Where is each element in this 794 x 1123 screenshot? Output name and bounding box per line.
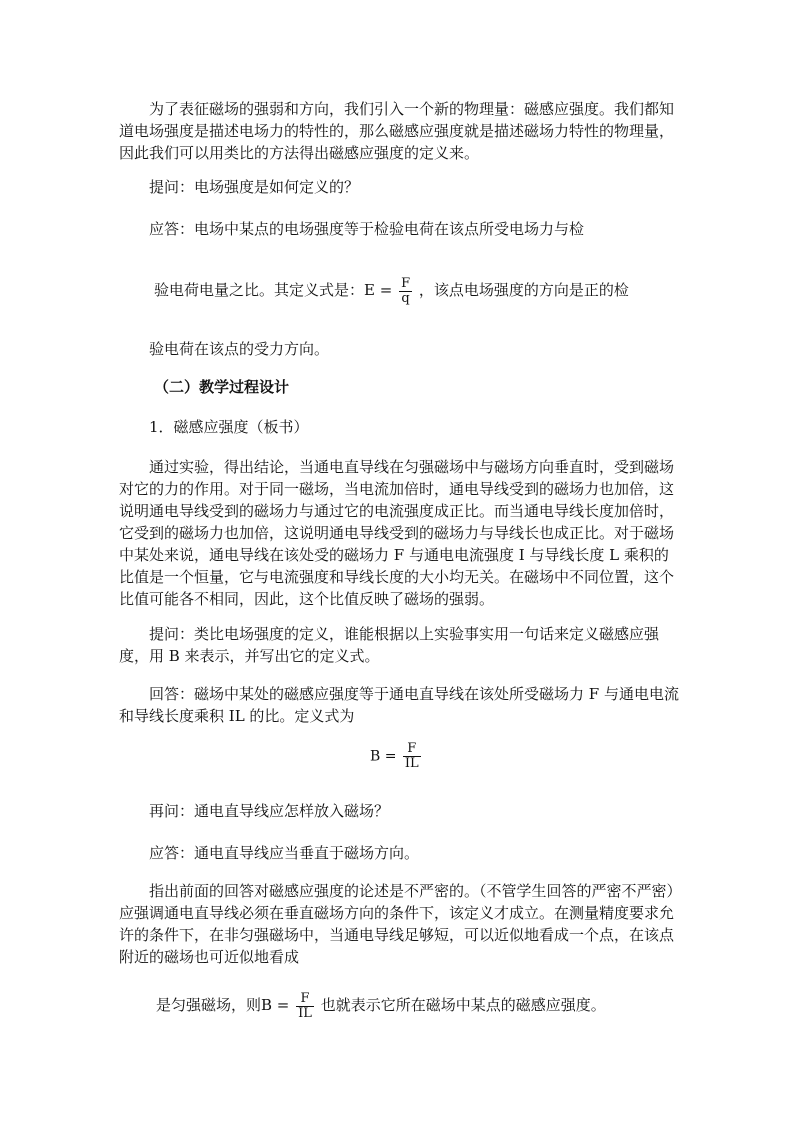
answer-1-line-1: 应答：电场中某点的电场强度等于检验电荷在该点所受电场力与检: [149, 220, 585, 238]
equation-denominator: IL: [404, 756, 419, 771]
closing-numerator: F: [300, 990, 310, 1006]
question-1: 提问：电场强度是如何定义的？: [149, 178, 360, 196]
closing-line: [156, 987, 718, 1023]
answer-1-line-2: [154, 272, 716, 308]
section-heading: （二）教学过程设计: [154, 378, 290, 396]
question-3: 再问：通电直导线应怎样放入磁场？: [149, 802, 390, 820]
answer-1-text-pre: 验电荷电量之比。其定义式是：E =: [154, 281, 393, 299]
fraction-denominator: q: [399, 291, 412, 306]
answer-2: 回答：磁场中某处的磁感应强度等于通电直导线在该处所受磁场力 F 与通电电流和导线长度乘积 IL 的比。定义式为: [119, 685, 679, 725]
fraction-numerator: F: [401, 275, 411, 291]
closing-fraction: [296, 992, 314, 1021]
subheading: 1．磁感应强度（板书）: [149, 418, 309, 436]
question-2: 提问：类比电场强度的定义，谁能根据以上实验事实用一句话来定义磁感应强度，用 B 来表示，并写出它的定义式。: [119, 625, 660, 665]
answer-1-text-post: ，该点电场强度的方向是正的检: [418, 281, 629, 299]
field-strength-fraction: [399, 277, 412, 306]
answer-1-line-3: 验电荷在该点的受力方向。: [149, 340, 330, 358]
closing-text-post: 也就表示它所在磁场中某点的磁感应强度。: [320, 996, 606, 1014]
clarification-paragraph: 指出前面的回答对磁感应强度的论述是不严密的。（不管学生回答的严密不严密）应强调通电直导线必须在垂直磁场方向的条件下，该定义才成立。在测量精度要求允许的条件下，在非匀强磁场中，当通电导线足够短，可以近似地看成一个点，在该点附近的磁场也可近似地看成: [119, 882, 675, 966]
equation-numerator: F: [407, 741, 417, 756]
intro-paragraph: 为了表征磁场的强弱和方向，我们引入一个新的物理量：磁感应强度。我们都知道电场强度是描述电场力的特性的，那么磁感应强度就是描述磁场力特性的物理量，因此我们可以用类比的方法得出磁感应强度的定义来。: [119, 100, 675, 162]
experiment-paragraph: 通过实验，得出结论，当通电直导线在匀强磁场中与磁场方向垂直时，受到磁场对它的力的作用。对于同一磁场，当电流加倍时，通电导线受到的磁场力也加倍，这说明通电导线受到的磁场力与通过它的电流强度成正比。而当通电导线长度加倍时，它受到的磁场力也加倍，这说明通电导线受到的磁场力与导线长也成正比。对于磁场中某处来说，通电导线在该处受的磁场力 F 与通电电流强度 I 与导线长度 L 乘积的比值是一个恒量，它与电流强度和导线长度的大小均无关。在磁场中不同位置，这个比值可能各不相同，因此，这个比值反映了磁场的强弱。: [119, 458, 675, 608]
definition-equation: [370, 742, 423, 771]
answer-3: 应答：通电直导线应当垂直于磁场方向。: [149, 844, 420, 862]
closing-text-pre: 是匀强磁场，则B =: [156, 996, 290, 1014]
equation-lhs: B =: [370, 748, 397, 765]
closing-denominator: IL: [298, 1005, 312, 1021]
equation-fraction: [403, 742, 421, 771]
